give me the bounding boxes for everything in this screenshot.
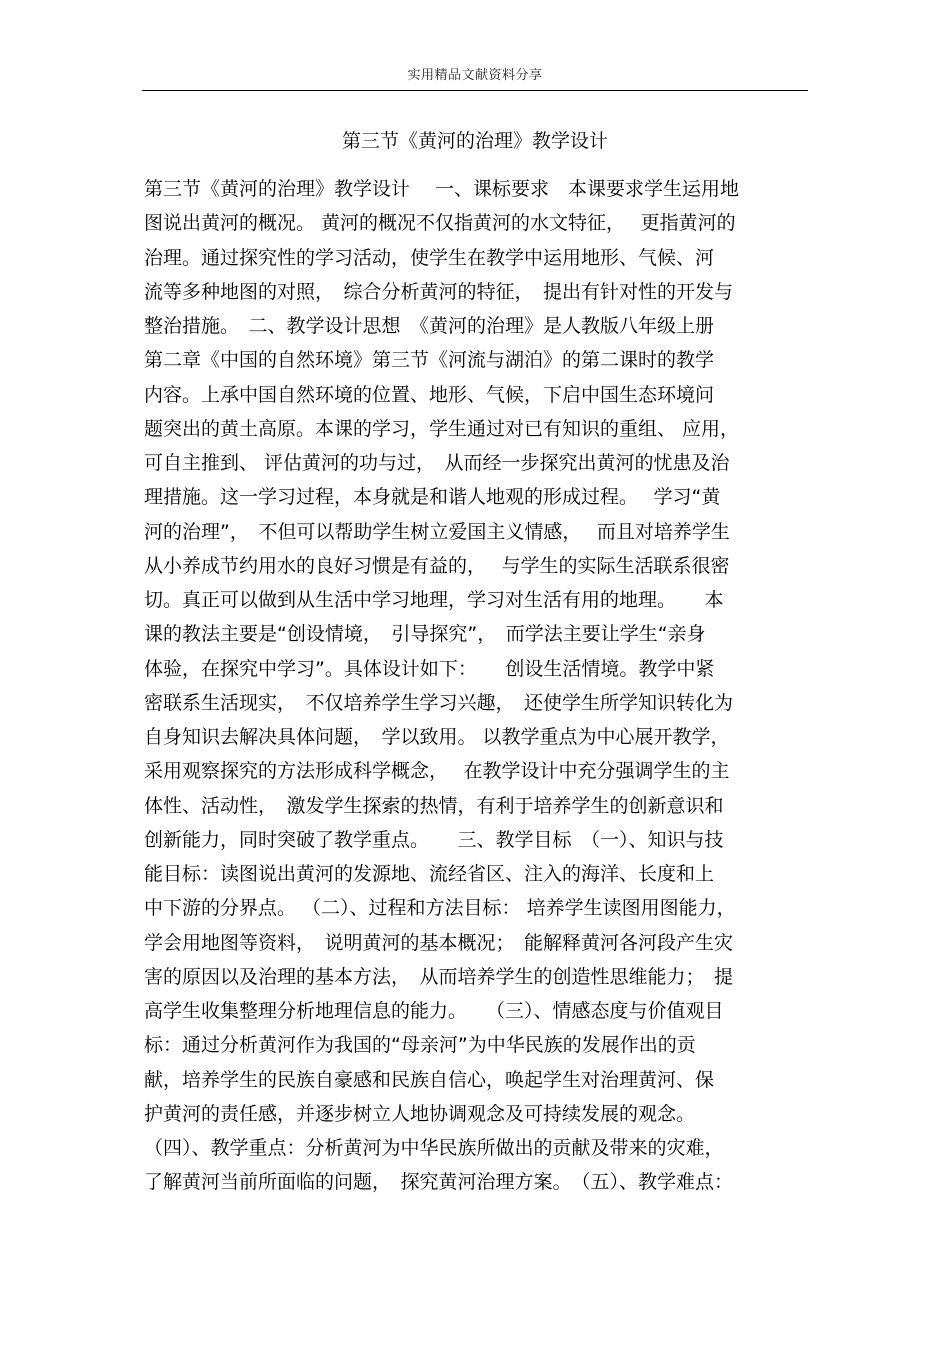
body-line: 创新能力，同时突破了教学重点。 三、教学目标 （一）、知识与技: [144, 828, 724, 851]
body-line: 治理。通过探究性的学习活动，使学生在教学中运用地形、气候、河: [144, 246, 715, 269]
body-line: 第二章《中国的自然环境》第三节《河流与湖泊》的第二课时的教学: [144, 349, 715, 372]
body-line: 自身知识去解决具体问题， 学以致用。 以教学重点为中心展开教学，: [144, 726, 730, 748]
body-line: 可自主推到、 评估黄河的功与过， 从而经一步探究出黄河的忧患及治: [144, 452, 730, 474]
body-line: 题突出的黄土高原。本课的学习，学生通过对已有知识的重组、 应用，: [144, 417, 740, 440]
body-line: 流等多种地图的对照， 综合分析黄河的特征， 提出有针对性的开发与: [144, 280, 734, 303]
body-line: 护黄河的责任感，并逐步树立人地协调观念及可持续发展的观念。: [144, 1102, 696, 1125]
body-line: 内容。上承中国自然环境的位置、地形、气候，下启中国生态环境问: [144, 383, 715, 406]
body-line: 高学生收集整理分析地理信息的能力。 （三）、情感态度与价值观目: [144, 1000, 724, 1022]
body-line: 整治措施。 二、教学设计思想 《黄河的治理》是人教版八年级上册: [144, 315, 715, 337]
body-line: 第三节《黄河的治理》教学设计 一、课标要求 本课要求学生运用地: [144, 178, 740, 200]
body-line: 采用观察探究的方法形成科学概念， 在教学设计中充分强调学生的主: [144, 760, 730, 783]
body-line: 害的原因以及治理的基本方法， 从而培养学生的创造性思维能力； 提: [144, 965, 734, 988]
body-line: 切。真正可以做到从生活中学习地理，学习对生活有用的地理。 本: [144, 589, 724, 611]
body-line: 学会用地图等资料， 说明黄河的基本概况； 能解释黄河各河段产生灾: [144, 931, 734, 954]
body-line: 体验，在探究中学习”。具体设计如下： 创设生活情境。教学中紧: [144, 657, 715, 680]
body-line: 体性、活动性， 激发学生探索的热情，有利于培养学生的创新意识和: [144, 794, 724, 817]
body-line: 从小养成节约用水的良好习惯是有益的， 与学生的实际生活联系很密: [144, 554, 730, 577]
body-line: 标：通过分析黄河作为我国的“母亲河”为中华民族的发展作出的贡: [144, 1034, 696, 1057]
header-divider: [142, 90, 808, 91]
body-line: 密联系生活现实， 不仅培养学生学习兴趣， 还使学生所学知识转化为: [144, 691, 734, 714]
body-line: 了解黄河当前所面临的问题， 探究黄河治理方案。 （五）、教学难点：: [144, 1171, 734, 1194]
body-line: （四）、教学重点：分析黄河为中华民族所做出的贡献及带来的灾难，: [144, 1137, 724, 1159]
body-line: 课的教法主要是“创设情境， 引导探究”， 而学法主要让学生“亲身: [144, 623, 706, 646]
body-line: 能目标：读图说出黄河的发源地、流经省区、注入的海洋、长度和上: [144, 863, 715, 885]
body-line: 理措施。这一学习过程，本身就是和谐人地观的形成过程。 学习“黄: [144, 486, 721, 509]
body-line: 河的治理”， 不但可以帮助学生树立爱国主义情感， 而且对培养学生: [144, 520, 730, 543]
document-title: 第三节《黄河的治理》教学设计: [341, 130, 608, 152]
body-line: 中下游的分界点。 （二）、过程和方法目标： 培养学生读图用图能力，: [144, 897, 736, 920]
running-header: 实用精品文献资料分享: [407, 68, 543, 83]
body-line: 图说出黄河的概况。 黄河的概况不仅指黄河的水文特征， 更指黄河的: [144, 212, 736, 235]
document-body: [144, 172, 814, 1200]
body-line: 献，培养学生的民族自豪感和民族自信心，唤起学生对治理黄河、保: [144, 1068, 715, 1091]
